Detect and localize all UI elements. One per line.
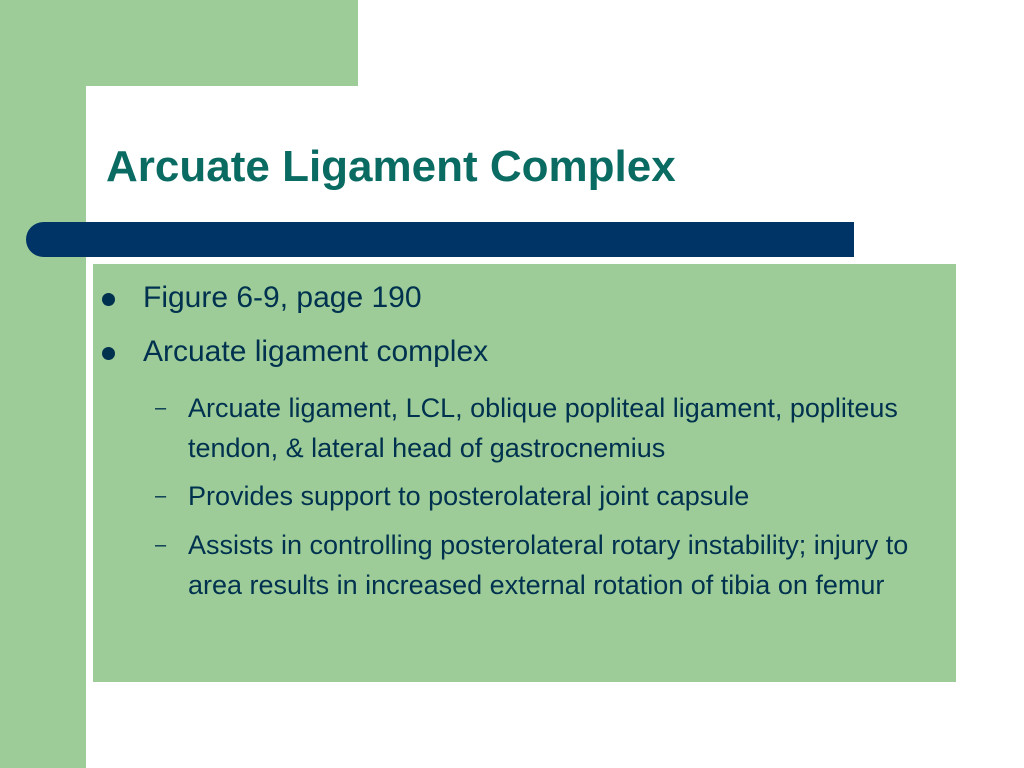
content-box <box>93 264 956 682</box>
bullet-dot-icon <box>102 347 115 360</box>
bullet-text: Arcuate ligament complex <box>143 335 489 368</box>
dash-icon: – <box>155 534 167 556</box>
dash-icon: – <box>155 397 167 419</box>
sub-bullet-text: Assists in controlling posterolateral rotary instability; injury to area results in increased external rotation of tibia on femur <box>188 530 909 600</box>
sub-bullet-item <box>155 525 958 605</box>
bullet-dot-icon <box>102 293 115 306</box>
title-underline-bar <box>26 222 854 257</box>
dash-icon: – <box>155 485 167 507</box>
sub-bullet-text: Provides support to posterolateral joint capsule <box>188 481 750 511</box>
slide-title: Arcuate Ligament Complex <box>106 142 676 191</box>
sub-bullet-text: Arcuate ligament, LCL, oblique popliteal ligament, popliteus tendon, & lateral head of gastrocnemius <box>188 393 898 463</box>
bullet-item <box>143 335 488 369</box>
bullet-text: Figure 6-9, page 190 <box>143 281 422 314</box>
sub-bullet-item <box>155 476 958 516</box>
bullet-item <box>143 281 422 315</box>
decor-green-top-band <box>0 0 358 86</box>
sub-bullet-item <box>155 388 958 468</box>
decor-green-left-band <box>0 0 86 768</box>
